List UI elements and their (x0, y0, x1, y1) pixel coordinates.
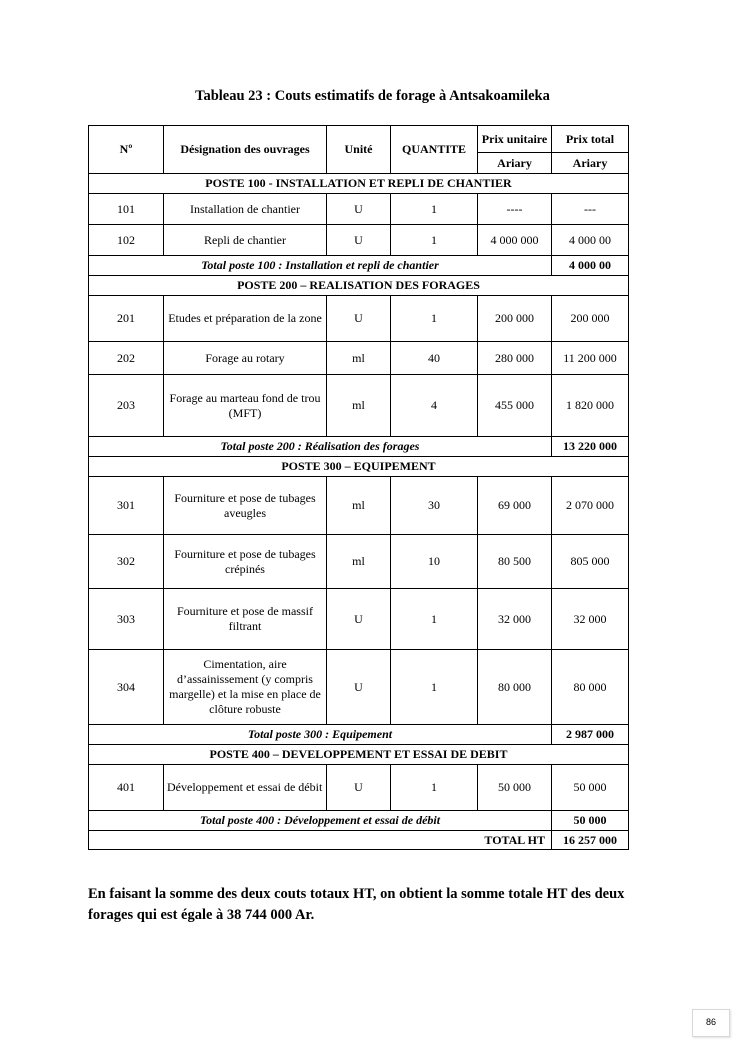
row-quantity: 30 (391, 477, 478, 535)
poste-400-title: POSTE 400 – DEVELOPPEMENT ET ESSAI DE DEBIT (89, 745, 629, 765)
row-quantity: 1 (391, 194, 478, 225)
header-unit-price-currency: Ariary (478, 153, 552, 174)
row-num: 202 (89, 342, 164, 375)
row-quantity: 1 (391, 225, 478, 256)
grand-total-value: 16 257 000 (552, 831, 629, 850)
row-designation: Fourniture et pose de massif filtrant (164, 589, 327, 650)
row-num: 301 (89, 477, 164, 535)
poste-400-total-value: 50 000 (552, 811, 629, 831)
poste-100-total-label: Total poste 100 : Installation et repli de chantier (89, 256, 552, 276)
table-row (89, 650, 629, 725)
row-num: 101 (89, 194, 164, 225)
row-unit-price: 4 000 000 (478, 225, 552, 256)
row-total: 1 820 000 (552, 375, 629, 437)
poste-100-title: POSTE 100 - INSTALLATION ET REPLI DE CHANTIER (89, 174, 629, 194)
row-unit: U (327, 650, 391, 725)
poste-200-title: POSTE 200 – REALISATION DES FORAGES (89, 276, 629, 296)
table-row (89, 225, 629, 256)
row-quantity: 1 (391, 296, 478, 342)
page-number: 86 (692, 1009, 730, 1037)
row-designation: Installation de chantier (164, 194, 327, 225)
row-unit: U (327, 225, 391, 256)
row-unit: ml (327, 342, 391, 375)
row-unit: U (327, 194, 391, 225)
row-unit-price: 280 000 (478, 342, 552, 375)
grand-total-label: TOTAL HT (89, 831, 552, 850)
row-total: 32 000 (552, 589, 629, 650)
header-unit-price: Prix unitaire (478, 126, 552, 153)
row-unit: ml (327, 535, 391, 589)
row-total: 200 000 (552, 296, 629, 342)
poste-200-total-value: 13 220 000 (552, 437, 629, 457)
row-unit-price: 200 000 (478, 296, 552, 342)
row-designation: Etudes et préparation de la zone (164, 296, 327, 342)
row-unit-price: 32 000 (478, 589, 552, 650)
row-designation: Cimentation, aire d’assainissement (y compris margelle) et la mise en place de clôture robuste (164, 650, 327, 725)
table-row (89, 375, 629, 437)
row-quantity: 4 (391, 375, 478, 437)
row-unit-price: 80 000 (478, 650, 552, 725)
poste-300-total-label: Total poste 300 : Equipement (89, 725, 552, 745)
row-quantity: 10 (391, 535, 478, 589)
row-designation: Forage au marteau fond de trou (MFT) (164, 375, 327, 437)
table-row (89, 535, 629, 589)
cost-table (88, 125, 629, 850)
row-num: 401 (89, 765, 164, 811)
row-total: --- (552, 194, 629, 225)
table-row (89, 765, 629, 811)
table-row (89, 477, 629, 535)
row-designation: Repli de chantier (164, 225, 327, 256)
row-unit-price: 69 000 (478, 477, 552, 535)
row-unit: U (327, 589, 391, 650)
poste-400-total-label: Total poste 400 : Développement et essai de débit (89, 811, 552, 831)
table-title: Tableau 23 : Couts estimatifs de forage à Antsakoamileka (195, 88, 550, 104)
row-total: 11 200 000 (552, 342, 629, 375)
header-quantity: QUANTITE (391, 126, 478, 174)
row-designation: Développement et essai de débit (164, 765, 327, 811)
row-total: 4 000 00 (552, 225, 629, 256)
row-unit: U (327, 765, 391, 811)
header-num: Nº (89, 126, 164, 174)
header-total-price: Prix total (552, 126, 629, 153)
row-designation: Forage au rotary (164, 342, 327, 375)
row-designation: Fourniture et pose de tubages aveugles (164, 477, 327, 535)
row-total: 50 000 (552, 765, 629, 811)
poste-300-title: POSTE 300 – EQUIPEMENT (89, 457, 629, 477)
table-row (89, 296, 629, 342)
poste-200-total-label: Total poste 200 : Réalisation des forages (89, 437, 552, 457)
row-quantity: 40 (391, 342, 478, 375)
table-row (89, 194, 629, 225)
row-quantity: 1 (391, 650, 478, 725)
header-designation: Désignation des ouvrages (164, 126, 327, 174)
row-total: 805 000 (552, 535, 629, 589)
row-quantity: 1 (391, 589, 478, 650)
row-designation: Fourniture et pose de tubages crépinés (164, 535, 327, 589)
row-unit-price: 50 000 (478, 765, 552, 811)
conclusion-paragraph: En faisant la somme des deux couts totaux HT, on obtient la somme totale HT des deux forages qui est égale à 38 744 000 Ar. (88, 886, 625, 923)
header-unit: Unité (327, 126, 391, 174)
table-row (89, 342, 629, 375)
row-num: 203 (89, 375, 164, 437)
poste-100-total-value: 4 000 00 (552, 256, 629, 276)
row-num: 201 (89, 296, 164, 342)
header-total-price-currency: Ariary (552, 153, 629, 174)
row-unit: ml (327, 477, 391, 535)
poste-300-total-value: 2 987 000 (552, 725, 629, 745)
row-total: 80 000 (552, 650, 629, 725)
row-unit-price: 455 000 (478, 375, 552, 437)
row-num: 102 (89, 225, 164, 256)
row-unit-price: 80 500 (478, 535, 552, 589)
row-unit: ml (327, 375, 391, 437)
row-num: 302 (89, 535, 164, 589)
row-total: 2 070 000 (552, 477, 629, 535)
row-unit: U (327, 296, 391, 342)
row-num: 303 (89, 589, 164, 650)
row-quantity: 1 (391, 765, 478, 811)
row-num: 304 (89, 650, 164, 725)
row-unit-price: ---- (478, 194, 552, 225)
table-row (89, 589, 629, 650)
